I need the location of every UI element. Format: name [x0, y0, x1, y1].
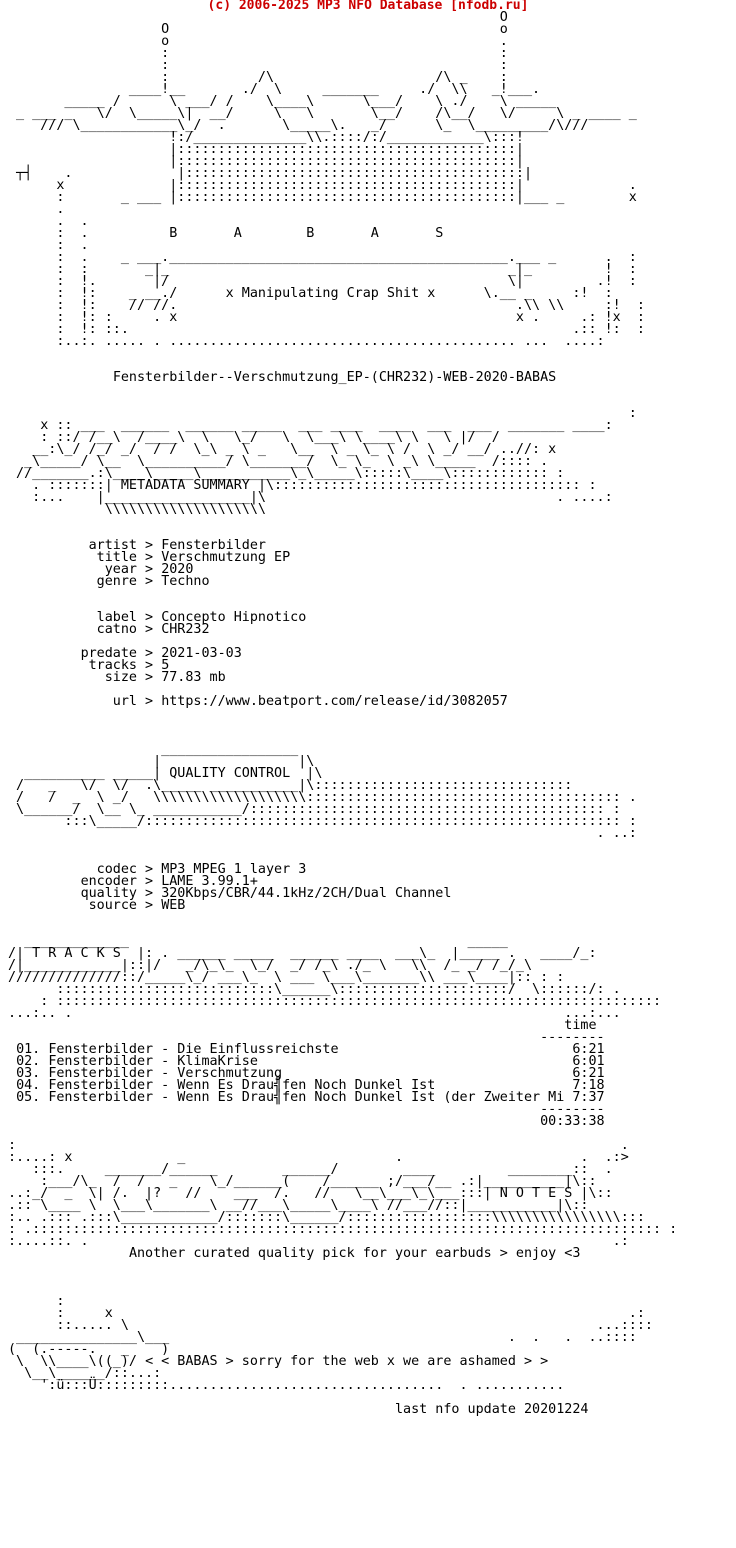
meta-value-url: https://www.beatport.com/release/id/3082057 [161, 694, 508, 709]
meta-label-catno: catno [80, 622, 137, 637]
logo-letters: B A B A S [169, 226, 444, 241]
quality-label-encoder: encoder [80, 874, 137, 889]
release-name: Fensterbilder--Verschmutzung_EP-(CHR232)-WEB-2020-BABAS [112, 370, 557, 385]
meta-value-year: 2020 [161, 562, 194, 577]
tracks-heading: T R A C K S [24, 946, 129, 961]
time-header: time [564, 1018, 597, 1033]
meta-value-genre: Techno [161, 574, 210, 589]
track-number: 02. [16, 1054, 41, 1069]
quality-value-quality: 320Kbps/CBR/44.1kHz/2CH/Dual Channel [161, 886, 452, 901]
meta-label-record_label: label [80, 610, 137, 625]
track-title: Fensterbilder - Die Einflussreichste [48, 1042, 565, 1057]
copyright-banner: (c) 2006-2025 MP3 NFO Database [nfodb.ru] [207, 0, 529, 13]
notes-heading: N O T E S [491, 1186, 581, 1201]
meta-value-artist: Fensterbilder [161, 538, 266, 553]
quality-heading: QUALITY CONTROL [161, 766, 299, 781]
track-title: Fensterbilder - Wenn Es Drau╣fen Noch Dunkel Ist (der Zweiter Mi [48, 1090, 565, 1105]
meta-value-predate: 2021-03-03 [161, 646, 242, 661]
track-time: 7:37 [564, 1090, 605, 1105]
track-title: Fensterbilder - Verschmutzung [48, 1066, 565, 1081]
meta-label-tracks: tracks [80, 658, 137, 673]
meta-value-title: Verschmutzung EP [161, 550, 291, 565]
track-title: Fensterbilder - Wenn Es Drau╣fen Noch Dunkel Ist [48, 1078, 565, 1093]
track-time: 6:01 [564, 1054, 605, 1069]
meta-label-title: title [80, 550, 137, 565]
track-time: 6:21 [564, 1042, 605, 1057]
notes-text: Another curated quality pick for your earbuds > enjoy <3 [128, 1246, 581, 1261]
quality-value-source: WEB [161, 898, 186, 913]
meta-value-record_label: Concepto Hipnotico [161, 610, 307, 625]
meta-value-catno: CHR232 [161, 622, 210, 637]
meta-value-tracks: 5 [161, 658, 170, 673]
meta-label-genre: genre [80, 574, 137, 589]
nfo-text: O O o o . : : : : : /\ /\ _ : ____!__ ./ \ _______ ./ \\ _!___. _____ / \ ___/ / \____\ \___/ \ ./ \ _____ _ ___ _ \/ \_____\| __/ \ \ \__/ /\__/ \/ \ _ ____ _ /// \____________\_/ . \_____\. _/ \_ \_________/\/// !:/______________\\.::::/:/____________\:::! |::::::::::::::::::::::::::::::::::::::::::| |::::::::::::::::::::::::::::::::::::::::::| ┬┤ . |::::::::::::::::::::::::::::::::::::::::::| x |::::::::::::::::::::::::::::::::::::::::::| . : _ ___ |::::::::::::::::::::::::::::::::::::::::::|___ _ x . . . : . B A B A S : . : . _ ___.__________________________________________.___ _ . : : : _|_ _|_ ! : : !. |/ \| .! : : !: _ __./ x Manipulating Crap Shit x \.__ _ :! : : !: // //. .\\ \\ :! : : !: : . x x . .: !x : : !: ::. .:: !: : :..:. ..... . ........................................... ... ....: Fensterbilder--Verschmutzung_EP-(CHR232)-WEB-2020-BABAS : x :: ___ ______ ______ _____ ___ ____ ____ ___ ___ _______ ____: : ::/ /__\ /____\ \ \_/ \ \___\ \____\ \ \ |/ / __:\_/ /_/ _/ / / \_\ _ \ _ \__ \ _ \_ \ / \ _/ __/ ..//: x _\_____/ \__ \__________/ \_______/ \_ \_ \ _\ \_____ /:::: . //_______.:\____\_____\___________\_\_____\:::::\____\:::::::::::: : . :::::::| METADATA SUMMARY |\:::::::::::::::::::::::::::::::::::::: : :... |__________________|\ . ....: \\\\\\\\\\\\\\\\\\\\ artist > Fensterbilder title > Verschmutzung EP year > 2020 genre > Techno label > Concepto Hipnotico catno > CHR232 predate > 2021-03-03 tracks > 5 size > 77.83 mb url > https://www.beatport.com/release/id/3082057 _________________ | |\ __________ _____| QUALITY CONTROL |\ / _ \/ \/ .\_____ ___________|\:::::::::::::::::::::::::::::::: / / _ \ _/ \\\\\\\\\\\\\\\\\\\::::::::::::::::::::::::::::::::::::::: . \______/ \__ \_ ___________/:::::::::::::::::::::::::::::::::::::::::::: : :::\_____/::::::::::::::::::::::::::::::::::::::::::::::::::::::::::: : . ..: codec > MP3 MPEG 1 layer 3 encoder > LAME 3.99.1+ quality > 320Kbps/CBR/44.1kHz/2CH/Dual Channel source > WEB _____________ _____ /| T R A C K S |: . ______ _____ ______ ____ ___\_ |_____ . ____/_: /|____________|::|/ _/\_\_ \_/ _/ /_\ ./_ \ \\ /_ _/ /_/_\ //////////////::/_____\_/ ___\_ \ ___ \___\_______\\ ___\____|:: : : :::::::::::::::::::::::::::\______\:::::::::::::::::::::/ \::::::/: . : ::::::::::::::::::::::::::::::::::::::::::::::::::::::::::::::::::::::::::: ...:.. . ...:... time -------- 01. Fensterbilder - Die Einflussreichste 6:21 02. Fensterbilder - KlimaKrise 6:01 03. Fensterbilder - Verschmutzung 6:21 04. Fensterbilder - Wenn Es Drau╣fen Noch Dunkel Ist 7:18 05. Fensterbilder - Wenn Es Drau╣fen Noch Dunkel Ist (der Zweiter Mi 7:37 -------- 00:33:38 : . :....: x _ . . .:> :::. _______/______ ______/ ____ ________:: . :___/\_ / / _ \_/______( /______ ;/___/__ .:|__________|\:: ..:_/ _ \| /. |? // ___ /. // \__\___\_\___:::| N O T E S |\:: .:: \____ \ \___\_______\ __//___\_____\____\ //___//::|___________|\:: :.. .::: .:::\____________/:::::::\______/::::::::::::::::::\\\\\\\\\\\\\\\\::: : .:::::::::::::::::::::::::::::::::::::::::::::::::::::::::::::::::::::::::::::: : :....::. . .: Another curated quality pick for your earbuds > enjoy <3 : : x .: ::..... \ ...:::: _______________\___ . . . ..:::: ( (.-----. _ ) \ \\____\((_)/ < < BABAS > sorry for the web x we are ashamed > > \__\______/::...: ':ü:::Ü:::::::::.................................. . ........... last nfo update 20201224 [8, 10, 678, 1417]
quality-value-encoder: LAME 3.99.1+ [161, 874, 258, 889]
track-number: 03. [16, 1066, 41, 1081]
logo-tagline: x Manipulating Crap Shit x [225, 286, 436, 301]
total-time: 00:33:38 [540, 1114, 605, 1129]
quality-label-source: source [80, 898, 137, 913]
metadata-heading: METADATA SUMMARY [112, 478, 258, 493]
track-number: 04. [16, 1078, 41, 1093]
track-title: Fensterbilder - KlimaKrise [48, 1054, 565, 1069]
meta-label-year: year [80, 562, 137, 577]
meta-label-url: url [80, 694, 137, 709]
meta-label-predate: predate [80, 646, 137, 661]
meta-value-size: 77.83 mb [161, 670, 226, 685]
quality-label-codec: codec [80, 862, 137, 877]
meta-label-size: size [80, 670, 137, 685]
track-time: 7:18 [564, 1078, 605, 1093]
track-number: 05. [16, 1090, 41, 1105]
meta-label-artist: artist [80, 538, 137, 553]
last-update: last nfo update 20201224 [394, 1402, 589, 1417]
quality-value-codec: MP3 MPEG 1 layer 3 [161, 862, 307, 877]
track-time: 6:21 [564, 1066, 605, 1081]
track-number: 01. [16, 1042, 41, 1057]
quality-label-quality: quality [80, 886, 137, 901]
footer-greet: < < BABAS > sorry for the web x we are ashamed > > [145, 1354, 549, 1369]
